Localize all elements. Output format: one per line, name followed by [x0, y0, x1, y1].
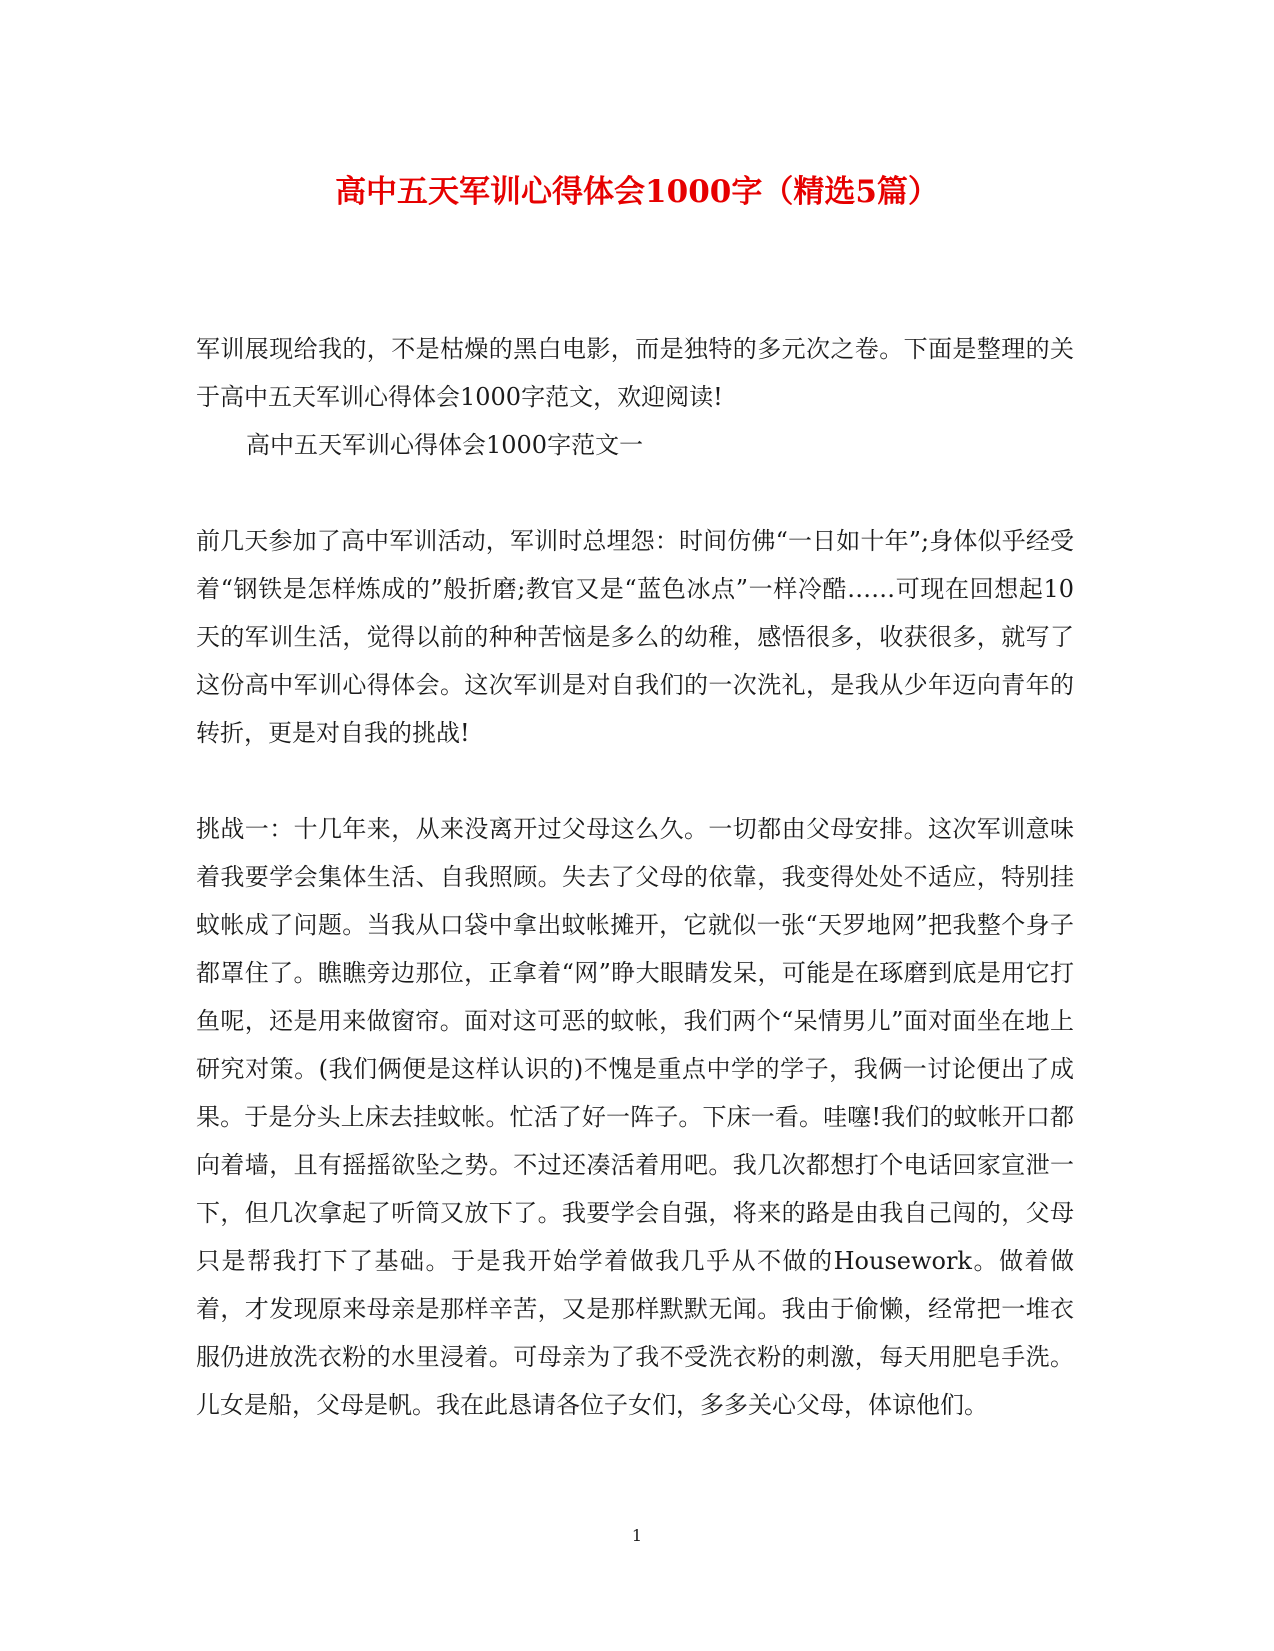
document-title: 高中五天军训心得体会1000字（精选5篇）	[335, 174, 939, 210]
body-paragraph-2: 挑战一：十几年来，从来没离开过父母这么久。一切都由父母安排。这次军训意味着我要学会集体生活、自我照顾。失去了父母的依靠，我变得处处不适应，特别挂蚊帐成了问题。当我从口袋中拿出蚊帐摊开，它就似一张“天罗地网”把我整个身子都罩住了。瞧瞧旁边那位，正拿着“网”睁大眼睛发呆，可能是在琢磨到底是用它打鱼呢，还是用来做窗帘。面对这可恶的蚊帐，我们两个“呆情男儿”面对面坐在地上研究对策。(我们俩便是这样认识的)不愧是重点中学的学子，我俩一讨论便出了成果。于是分头上床去挂蚊帐。忙活了好一阵子。下床一看。哇噻!我们的蚊帐开口都向着墙，且有摇摇欲坠之势。不过还凑活着用吧。我几次都想打个电话回家宣泄一下，但几次拿起了听筒又放下了。我要学会自强，将来的路是由我自己闯的，父母只是帮我打下了基础。于是我开始学着做我几乎从不做的Housework。做着做着，才发现原来母亲是那样辛苦，又是那样默默无闻。我由于偷懒，经常把一堆衣服仍进放洗衣粉的水里浸着。可母亲为了我不受洗衣粉的刺激，每天用肥皂手洗。儿女是船，父母是帆。我在此恳请各位子女们，多多关心父母，体谅他们。	[196, 815, 1074, 1419]
intro-paragraph: 军训展现给我的，不是枯燥的黑白电影，而是独特的多元次之卷。下面是整理的关于高中五天军训心得体会1000字范文，欢迎阅读!	[196, 335, 1074, 411]
paragraph-spacer	[196, 757, 1074, 805]
body-paragraph-1: 前几天参加了高中军训活动，军训时总埋怨：时间仿佛“一日如十年”;身体似乎经受着“钢铁是怎样炼成的”般折磨;教官又是“蓝色冰点”一样冷酷……可现在回想起10天的军训生活，觉得以前的种种苦恼是多么的幼稚，感悟很多，收获很多，就写了这份高中军训心得体会。这次军训是对自我们的一次洗礼，是我从少年迈向青年的转折，更是对自我的挑战!	[196, 527, 1074, 747]
document-body	[196, 325, 1074, 1429]
page-number: 1	[631, 1526, 643, 1545]
section-heading: 高中五天军训心得体会1000字范文一	[246, 431, 644, 459]
paragraph-spacer	[196, 469, 1074, 517]
